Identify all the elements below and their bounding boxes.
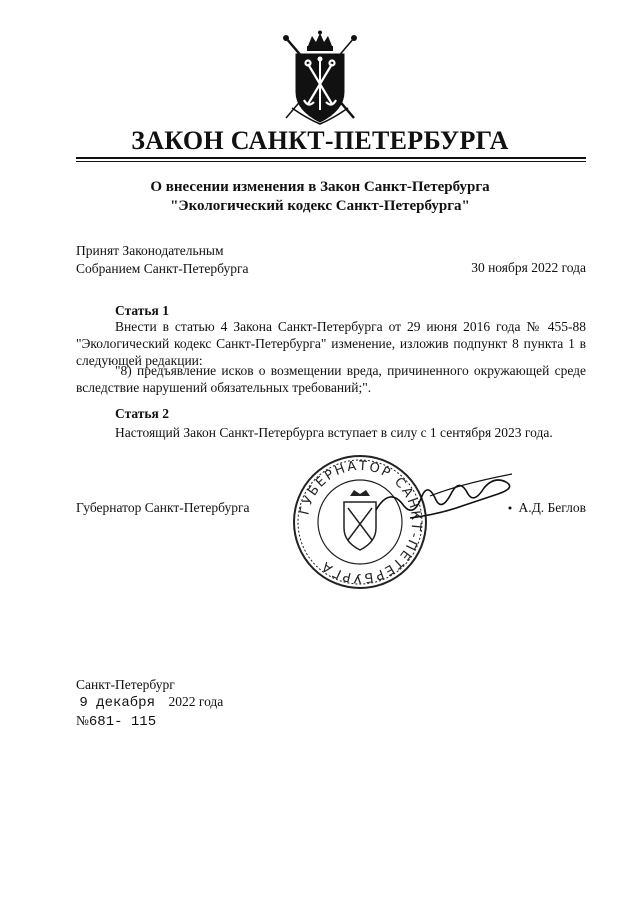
article-1-heading: Статья 1 xyxy=(115,303,169,318)
article-1-quote xyxy=(76,362,586,396)
footer-block xyxy=(76,676,223,731)
article-2-heading: Статья 2 xyxy=(115,406,169,421)
article-2-text xyxy=(76,424,586,441)
article-1-quote-paragraph: "8) предъявление исков о возмещении вреда, причиненного окружающей среде вследствие нарушений обязательных требований;". xyxy=(76,363,586,395)
adoption-date: 30 ноября 2022 года xyxy=(471,260,586,275)
adoption-line-2: Собранием Санкт-Петербурга xyxy=(76,261,249,276)
footer-year: 2022 года xyxy=(168,694,224,709)
footer-city: Санкт-Петербург xyxy=(76,677,175,692)
footer-date-handwritten: 9 декабря xyxy=(79,695,155,711)
article-2-paragraph: Настоящий Закон Санкт-Петербурга вступает в силу с 1 сентября 2023 года. xyxy=(115,425,553,440)
adoption-body xyxy=(76,242,249,278)
governor-title: Губернатор Санкт-Петербурга xyxy=(76,500,250,515)
footer-number-prefix: № xyxy=(76,713,89,728)
law-title: ЗАКОН САНКТ-ПЕТЕРБУРГА xyxy=(131,126,509,155)
spb-coat-of-arms-icon xyxy=(278,30,362,126)
footer-number-handwritten: 681- 115 xyxy=(88,714,157,730)
governor-signature-icon xyxy=(370,466,520,526)
title-rule-thin xyxy=(76,161,586,162)
footer-number-line xyxy=(76,712,223,731)
adoption-line-1: Принят Законодательным xyxy=(76,243,224,258)
title-rule-thick xyxy=(76,157,586,159)
seal-text: ГУБЕРНАТОР САНКТ-ПЕТЕРБУРГА xyxy=(297,458,424,586)
governor-name: А.Д. Беглов xyxy=(518,500,586,515)
law-subtitle xyxy=(0,178,640,216)
article-1-paragraph: Внести в статью 4 Закона Санкт-Петербурга от 29 июня 2016 года № 455-88 "Экологический кодекс Санкт-Петербурга" изменение, изложив подпункт 8 пункта 1 в следующей редакции: xyxy=(76,319,586,368)
subtitle-line-2: "Экологический кодекс Санкт-Петербурга" xyxy=(170,198,470,214)
subtitle-line-1: О внесении изменения в Закон Санкт-Петербурга xyxy=(150,179,490,195)
footer-date-line xyxy=(76,693,223,712)
